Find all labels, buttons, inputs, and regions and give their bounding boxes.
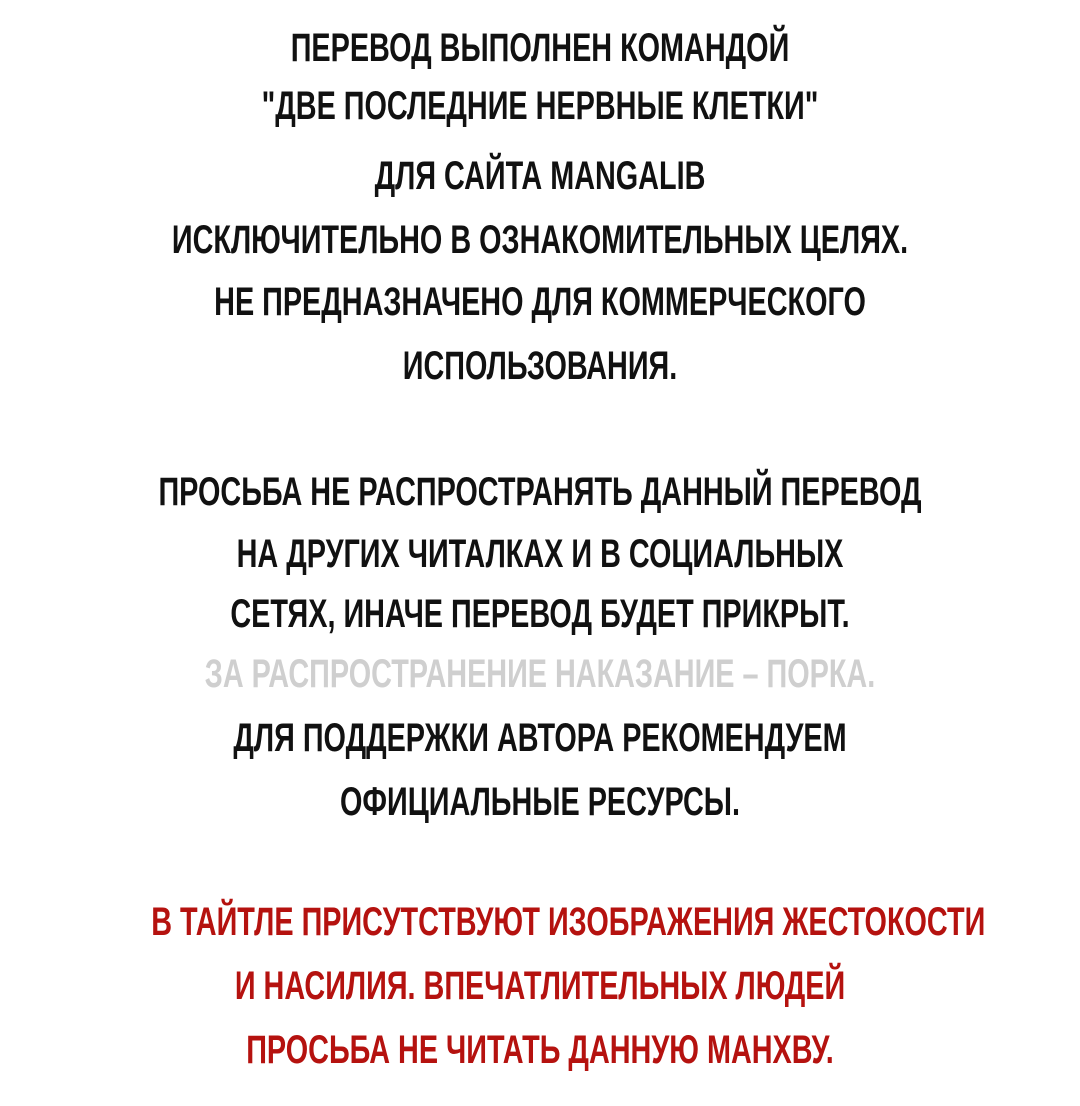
distribution-line-1: ПРОСЬБА НЕ РАСПРОСТРАНЯТЬ ДАННЫЙ ПЕРЕВОД [158, 470, 922, 514]
support-line-1: ДЛЯ ПОДДЕРЖКИ АВТОРА РЕКОМЕНДУЕМ [233, 716, 847, 760]
support-line-2: ОФИЦИАЛЬНЫЕ РЕСУРСЫ. [340, 780, 740, 824]
warning-line-3: ПРОСЬБА НЕ ЧИТАТЬ ДАННУЮ МАНХВУ. [246, 1028, 834, 1072]
credits-line-1: ПЕРЕВОД ВЫПОЛНЕН КОМАНДОЙ [290, 26, 790, 70]
distribution-line-2: НА ДРУГИХ ЧИТАЛКАХ И В СОЦИАЛЬНЫХ [236, 532, 844, 576]
distribution-line-3: СЕТЯХ, ИНАЧЕ ПЕРЕВОД БУДЕТ ПРИКРЫТ. [230, 592, 850, 636]
warning-line-2: И НАСИЛИЯ. ВПЕЧАТЛИТЕЛЬНЫХ ЛЮДЕЙ [234, 964, 846, 1008]
credits-line-6: ИСПОЛЬЗОВАНИЯ. [402, 344, 678, 388]
credits-line-2: "ДВЕ ПОСЛЕДНИЕ НЕРВНЫЕ КЛЕТКИ" [261, 84, 819, 128]
punishment-note: ЗА РАСПРОСТРАНЕНИЕ НАКАЗАНИЕ – ПОРКА. [204, 652, 876, 696]
credits-line-5: НЕ ПРЕДНАЗНАЧЕНО ДЛЯ КОММЕРЧЕСКОГО [214, 280, 866, 324]
warning-line-1: В ТАЙТЛЕ ПРИСУТСТВУЮТ ИЗОБРАЖЕНИЯ ЖЕСТОКОСТИ [151, 900, 986, 944]
credits-line-4: ИСКЛЮЧИТЕЛЬНО В ОЗНАКОМИТЕЛЬНЫХ ЦЕЛЯХ. [171, 218, 909, 262]
credits-line-3: ДЛЯ САЙТА MANGALIB [374, 154, 706, 198]
